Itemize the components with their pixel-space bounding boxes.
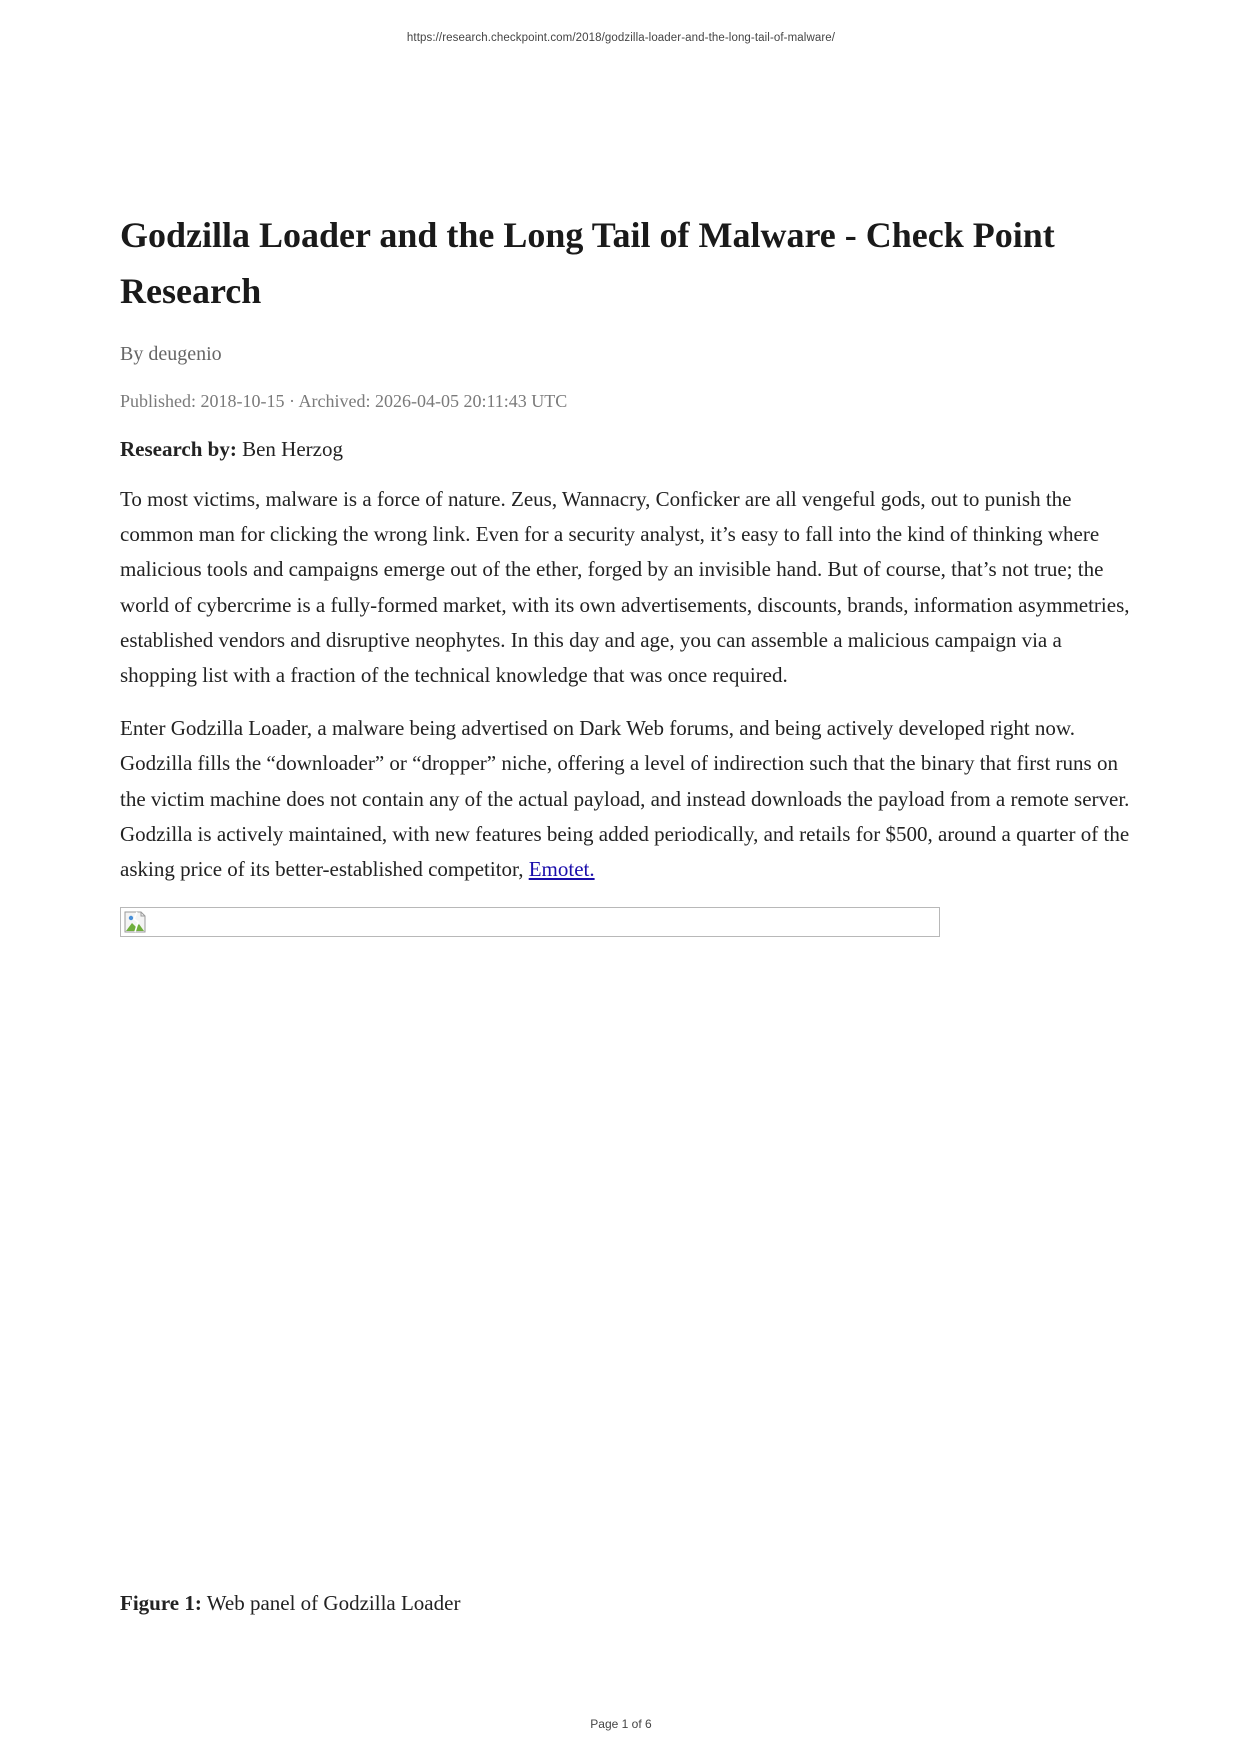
paragraph-godzilla-text: Enter Godzilla Loader, a malware being advertised on Dark Web forums, and being actively developed right now. Godzilla fills the “downloader” or “dropper” niche, offering a level of indirection such that the binary that first runs on the victim machine does not contain any of the actual payload, and instead downloads the payload from a remote server. Godzilla is actively maintained, with new features being added periodically, and retails for $500, around a quarter of the asking price of its better-established competitor, [120,716,1130,882]
paragraph-intro: To most victims, malware is a force of nature. Zeus, Wannacry, Conficker are all vengeful gods, out to punish the common man for clicking the wrong link. Even for a security analyst, it’s easy to fall into the kind of thinking where malicious tools and campaigns emerge out of the ether, forged by an invisible hand. But of course, that’s not true; the world of cybercrime is a fully-formed market, with its own advertisements, discounts, brands, information asymmetries, established vendors and disruptive neophytes. In this day and age, you can assemble a malicious campaign via a shopping list with a fraction of the technical knowledge that was once required. [120,487,1130,688]
article-title: Godzilla Loader and the Long Tail of Malware - Check Point Research [120,215,1055,311]
figure-1-image [120,907,940,937]
page-url: https://research.checkpoint.com/2018/godzilla-loader-and-the-long-tail-of-malware/ [406,32,836,44]
byline: By deugenio [120,343,222,365]
page-indicator: Page 1 of 6 [590,1717,652,1731]
publish-archive-dates: Published: 2018-10-15 · Archived: 2026-04-05 20:11:43 UTC [120,391,568,411]
broken-image-icon [123,910,149,934]
figure-1-caption-text: Web panel of Godzilla Loader [201,1591,461,1615]
article-content [120,210,1130,937]
research-by-author: Ben Herzog [236,437,343,461]
emotet-link[interactable]: Emotet. [528,857,595,882]
figure-1-caption [120,1589,460,1617]
research-by-label: Research by: [120,437,237,461]
research-by [120,435,1130,463]
figure-1-label: Figure 1: [120,1591,202,1615]
paragraph-godzilla [120,711,1130,887]
